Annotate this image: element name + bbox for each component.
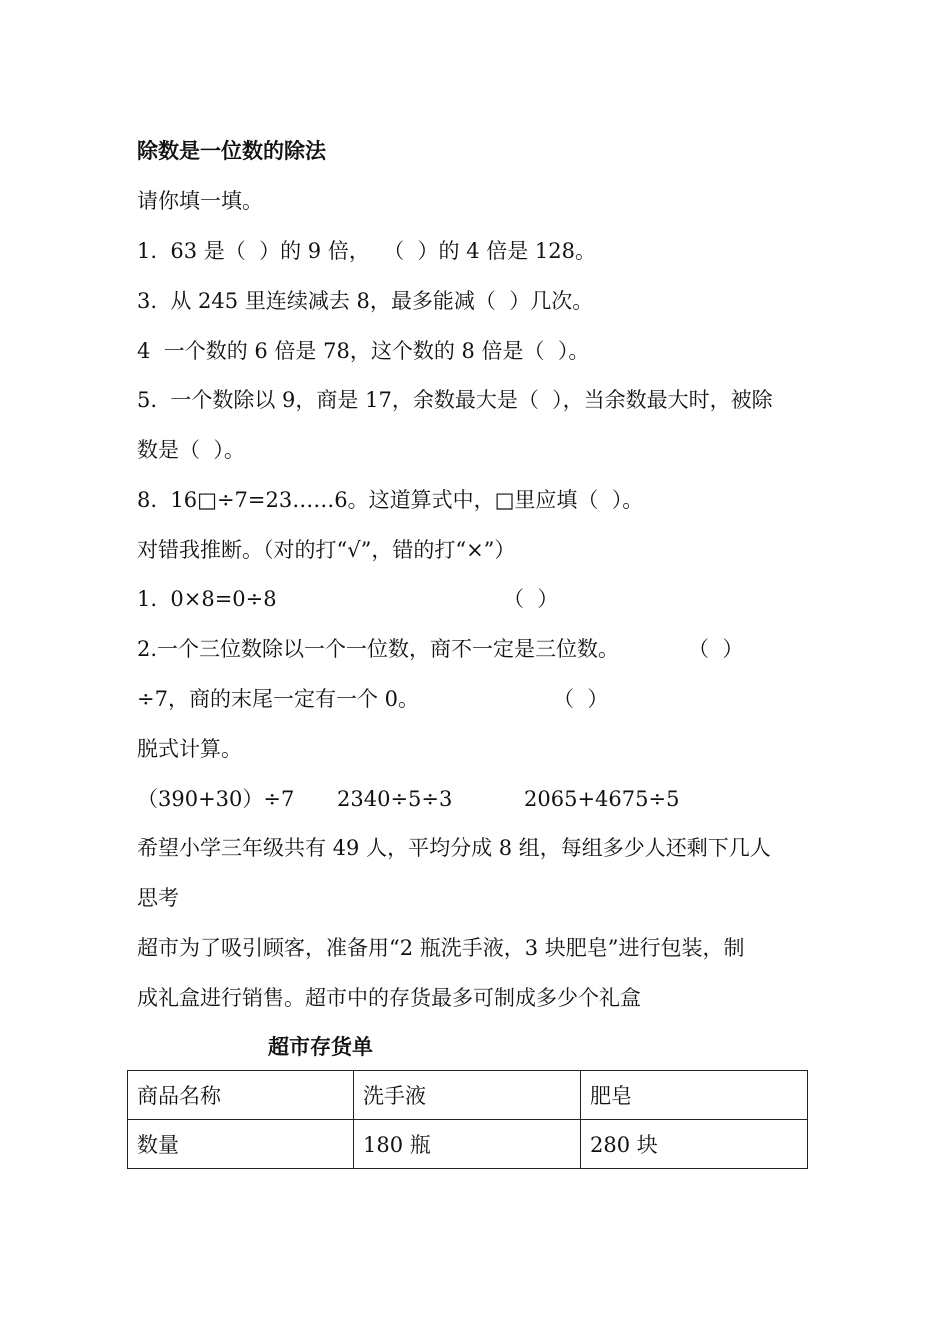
inventory-table: [127, 1070, 808, 1169]
section-judge-heading: 对错我推断。（对的打“√”，错的打“×”）: [137, 538, 516, 562]
think-problem-line2: 成礼盒进行销售。超市中的存货最多可制成多少个礼盒: [137, 986, 641, 1010]
table-row: [128, 1071, 808, 1120]
table-cell: 商品名称: [128, 1071, 354, 1120]
calc-expression-1: （390+30）÷7: [137, 787, 295, 811]
judge-2: 2.一个三位数除以一个一位数，商不一定是三位数。: [137, 637, 620, 661]
question-8: 8. 16□÷7=23……6。这道算式中，□里应填（ ）。: [137, 488, 644, 512]
table-row: [128, 1120, 808, 1169]
think-problem-line1: 超市为了吸引顾客，准备用“2 瓶洗手液，3 块肥皂”进行包装，制: [137, 936, 745, 960]
judge-3-answer: （ ）: [553, 687, 609, 711]
table-cell: 280 块: [581, 1120, 808, 1169]
judge-2-answer: （ ）: [688, 637, 744, 661]
table-cell: 肥皂: [581, 1071, 808, 1120]
judge-1-answer: （ ）: [503, 587, 559, 611]
word-problem: 希望小学三年级共有 49 人，平均分成 8 组，每组多少人还剩下几人: [137, 836, 771, 860]
question-5-line1: 5. 一个数除以 9，商是 17，余数最大是（ ），当余数最大时，被除: [137, 388, 773, 412]
calc-expression-3: 2065+4675÷5: [524, 787, 680, 811]
question-3: 3. 从 245 里连续减去 8，最多能减（ ）几次。: [137, 289, 594, 313]
section-fill-heading: 请你填一填。: [137, 189, 263, 213]
judge-3: ÷7，商的末尾一定有一个 0。: [137, 687, 419, 711]
table-cell: 180 瓶: [354, 1120, 581, 1169]
question-1: 1. 63 是（ ）的 9 倍， （ ）的 4 倍是 128。: [137, 239, 597, 263]
calc-expression-2: 2340÷5÷3: [337, 787, 453, 811]
page-title: 除数是一位数的除法: [137, 139, 326, 163]
table-cell: 洗手液: [354, 1071, 581, 1120]
section-think-heading: 思考: [137, 886, 179, 910]
question-5-line2: 数是（ ）。: [137, 438, 245, 462]
table-cell: 数量: [128, 1120, 354, 1169]
question-4: 4 一个数的 6 倍是 78，这个数的 8 倍是（ ）。: [137, 339, 590, 363]
section-calc-heading: 脱式计算。: [137, 737, 242, 761]
judge-1: 1. 0×8=0÷8: [137, 587, 277, 611]
table-caption: 超市存货单: [268, 1035, 373, 1059]
